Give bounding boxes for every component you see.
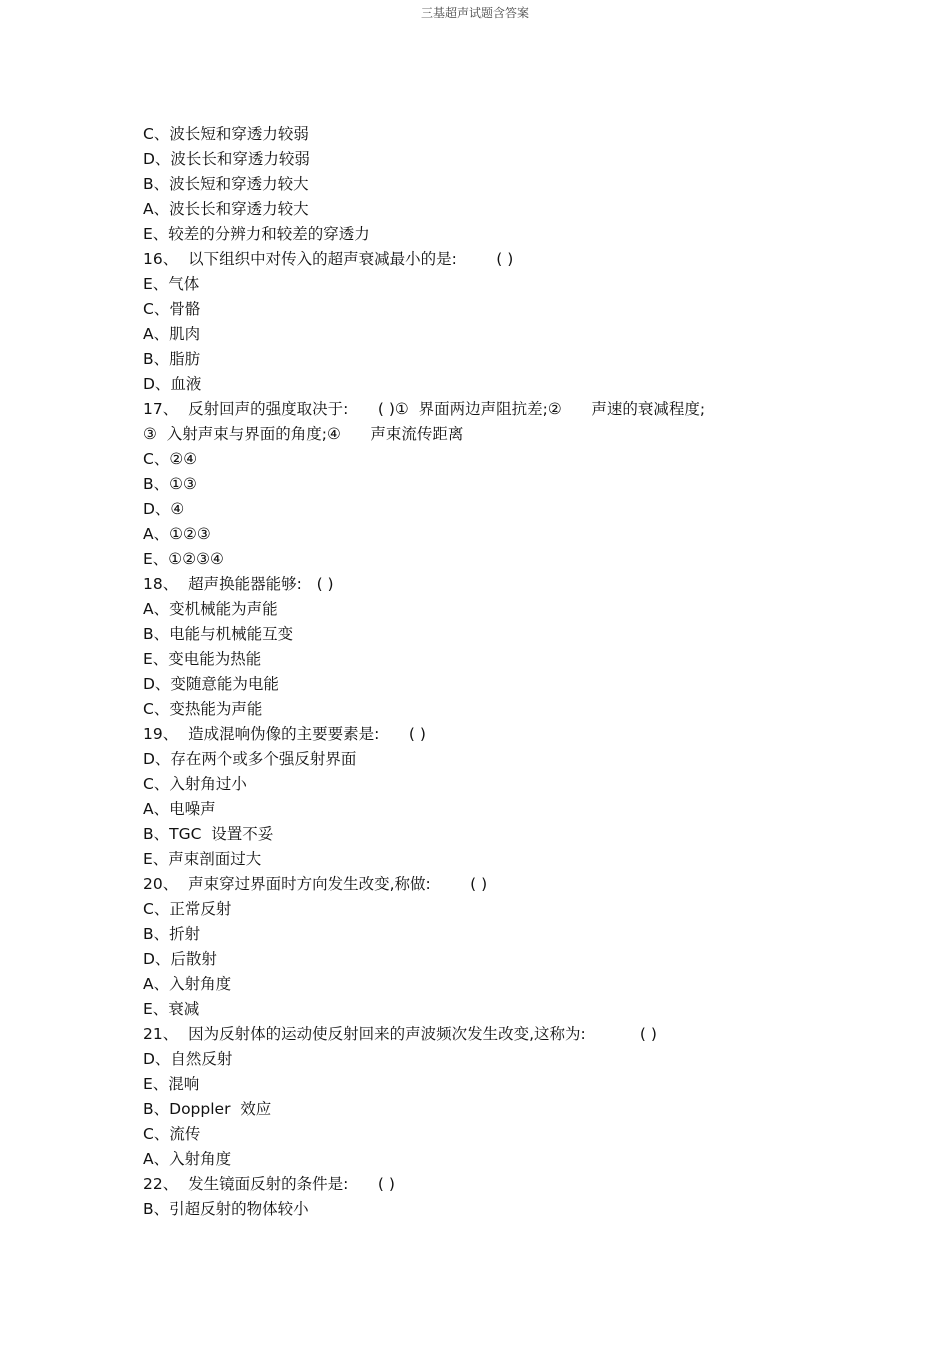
text-line: C、骨骼 — [143, 300, 201, 318]
question-text-body — [143, 122, 843, 1222]
text-line: D、存在两个或多个强反射界面 — [143, 750, 357, 768]
text-line: B、Doppler 效应 — [143, 1100, 272, 1118]
text-line: E、较差的分辨力和较差的穿透力 — [143, 225, 370, 243]
text-line: B、①③ — [143, 475, 197, 493]
page-header-title: 三基超声试题含答案 — [420, 6, 529, 20]
text-line: A、入射角度 — [143, 975, 232, 993]
text-line: E、①②③④ — [143, 550, 224, 568]
text-line: A、波长长和穿透力较大 — [143, 200, 309, 218]
text-line: E、声束剖面过大 — [143, 850, 262, 868]
text-line: C、②④ — [143, 450, 198, 468]
text-line: C、入射角过小 — [143, 775, 247, 793]
text-line: 20、 声束穿过界面时方向发生改变,称做: ( ) — [143, 875, 488, 893]
text-line: 16、 以下组织中对传入的超声衰减最小的是: ( ) — [143, 250, 514, 268]
text-line: E、衰减 — [143, 1000, 200, 1018]
text-line: 19、 造成混响伪像的主要要素是: ( ) — [143, 725, 426, 743]
text-line: B、折射 — [143, 925, 201, 943]
text-line: C、流传 — [143, 1125, 201, 1143]
text-line: B、脂肪 — [143, 350, 201, 368]
text-line: C、变热能为声能 — [143, 700, 263, 718]
text-line: D、波长长和穿透力较弱 — [143, 150, 310, 168]
text-line: 21、 因为反射体的运动使反射回来的声波频次发生改变,这称为: ( ) — [143, 1025, 657, 1043]
text-line: D、变随意能为电能 — [143, 675, 279, 693]
text-line: 17、 反射回声的强度取决于: ( )① 界面两边声阻抗差;② 声速的衰减程度; — [143, 400, 706, 418]
text-line: A、肌肉 — [143, 325, 201, 343]
text-line: D、④ — [143, 500, 185, 518]
text-line: 18、 超声换能器能够: ( ) — [143, 575, 334, 593]
text-line: ③ 入射声束与界面的角度;④ 声束流传距离 — [143, 425, 464, 443]
text-line: D、后散射 — [143, 950, 217, 968]
text-line: E、混响 — [143, 1075, 200, 1093]
text-line: E、变电能为热能 — [143, 650, 262, 668]
text-line: C、正常反射 — [143, 900, 232, 918]
text-line: B、TGC 设置不妥 — [143, 825, 274, 843]
text-line: E、气体 — [143, 275, 200, 293]
text-line: A、变机械能为声能 — [143, 600, 278, 618]
text-line: C、波长短和穿透力较弱 — [143, 125, 309, 143]
text-line: B、波长短和穿透力较大 — [143, 175, 309, 193]
text-line: A、①②③ — [143, 525, 211, 543]
text-line: A、入射角度 — [143, 1150, 232, 1168]
text-line: B、电能与机械能互变 — [143, 625, 294, 643]
text-line: 22、 发生镜面反射的条件是: ( ) — [143, 1175, 395, 1193]
text-line: D、血液 — [143, 375, 202, 393]
text-line: D、自然反射 — [143, 1050, 233, 1068]
text-line: A、电噪声 — [143, 800, 216, 818]
text-line: B、引超反射的物体较小 — [143, 1200, 309, 1218]
